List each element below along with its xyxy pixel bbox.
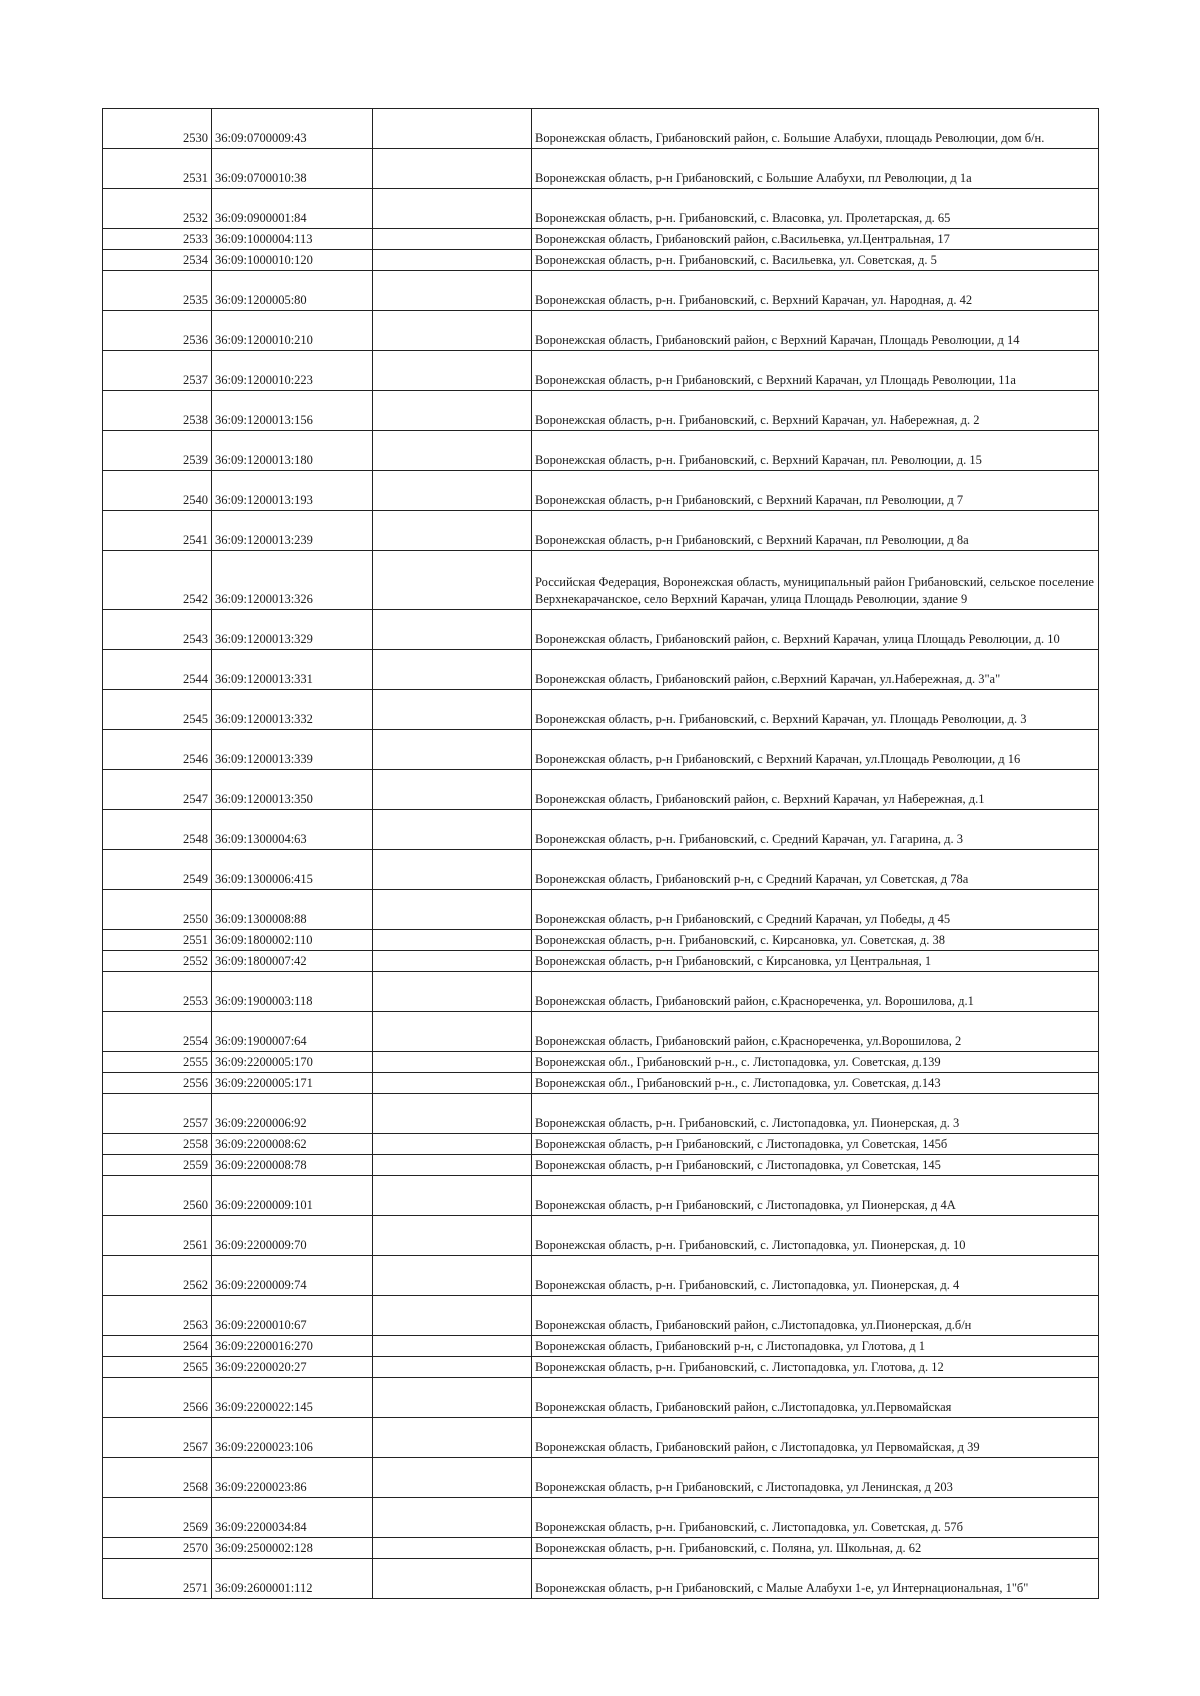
table-row xyxy=(103,271,1099,311)
table-row xyxy=(103,471,1099,511)
row-number-cell: 2547 xyxy=(103,770,212,810)
cadastral-number-cell: 36:09:1200013:329 xyxy=(212,610,373,650)
address-cell: Воронежская область, р-н. Грибановский, с. Верхний Карачан, пл. Революции, д. 15 xyxy=(532,431,1099,471)
table-row xyxy=(103,770,1099,810)
address-cell: Воронежская область, р-н Грибановский, с Листопадовка, ул Советская, 145б xyxy=(532,1134,1099,1155)
cadastral-number-cell: 36:09:2200016:270 xyxy=(212,1336,373,1357)
row-number-cell: 2557 xyxy=(103,1094,212,1134)
row-number-cell: 2540 xyxy=(103,471,212,511)
row-number-cell: 2534 xyxy=(103,250,212,271)
row-number-cell: 2565 xyxy=(103,1357,212,1378)
row-number-cell: 2550 xyxy=(103,890,212,930)
empty-cell xyxy=(373,1073,532,1094)
table-row xyxy=(103,311,1099,351)
address-cell: Воронежская область, Грибановский район, с.Листопадовка, ул.Первомайская xyxy=(532,1378,1099,1418)
address-cell: Воронежская область, р-н Грибановский, с Верхний Карачан, ул.Площадь Революции, д 16 xyxy=(532,730,1099,770)
table-row xyxy=(103,1378,1099,1418)
empty-cell xyxy=(373,1378,532,1418)
empty-cell xyxy=(373,730,532,770)
row-number-cell: 2549 xyxy=(103,850,212,890)
row-number-cell: 2546 xyxy=(103,730,212,770)
empty-cell xyxy=(373,930,532,951)
empty-cell xyxy=(373,271,532,311)
table-row xyxy=(103,250,1099,271)
empty-cell xyxy=(373,511,532,551)
empty-cell xyxy=(373,951,532,972)
address-cell: Воронежская область, Грибановский район, с Листопадовка, ул Первомайская, д 39 xyxy=(532,1418,1099,1458)
cadastral-number-cell: 36:09:1200010:223 xyxy=(212,351,373,391)
empty-cell xyxy=(373,1176,532,1216)
address-cell: Воронежская область, Грибановский р-н, с Листопадовка, ул Глотова, д 1 xyxy=(532,1336,1099,1357)
address-cell: Воронежская область, р-н. Грибановский, с. Власовка, ул. Пролетарская, д. 65 xyxy=(532,189,1099,229)
cadastral-number-cell: 36:09:2200008:78 xyxy=(212,1155,373,1176)
empty-cell xyxy=(373,311,532,351)
empty-cell xyxy=(373,109,532,149)
empty-cell xyxy=(373,650,532,690)
table-row xyxy=(103,1155,1099,1176)
table-row xyxy=(103,1094,1099,1134)
row-number-cell: 2558 xyxy=(103,1134,212,1155)
address-cell: Воронежская область, р-н Грибановский, с Большие Алабухи, пл Революции, д 1а xyxy=(532,149,1099,189)
address-cell: Воронежская область, р-н. Грибановский, с. Листопадовка, ул. Пионерская, д. 10 xyxy=(532,1216,1099,1256)
table-row xyxy=(103,1073,1099,1094)
cadastral-number-cell: 36:09:2200005:170 xyxy=(212,1052,373,1073)
row-number-cell: 2554 xyxy=(103,1012,212,1052)
cadastral-number-cell: 36:09:2200009:74 xyxy=(212,1256,373,1296)
empty-cell xyxy=(373,690,532,730)
cadastral-number-cell: 36:09:1000010:120 xyxy=(212,250,373,271)
row-number-cell: 2569 xyxy=(103,1498,212,1538)
empty-cell xyxy=(373,1559,532,1599)
cadastral-number-cell: 36:09:1200013:156 xyxy=(212,391,373,431)
row-number-cell: 2562 xyxy=(103,1256,212,1296)
address-cell: Воронежская область, р-н. Грибановский, с. Верхний Карачан, ул. Площадь Революции, д. 3 xyxy=(532,690,1099,730)
row-number-cell: 2536 xyxy=(103,311,212,351)
address-cell: Воронежская область, Грибановский район, с.Верхний Карачан, ул.Набережная, д. 3"а" xyxy=(532,650,1099,690)
cadastral-number-cell: 36:09:1200013:193 xyxy=(212,471,373,511)
table-row xyxy=(103,1176,1099,1216)
empty-cell xyxy=(373,1094,532,1134)
address-cell: Воронежская область, р-н Грибановский, с Малые Алабухи 1-е, ул Интернациональная, 1"б" xyxy=(532,1559,1099,1599)
empty-cell xyxy=(373,972,532,1012)
address-cell: Воронежская область, р-н Грибановский, с Листопадовка, ул Ленинская, д 203 xyxy=(532,1458,1099,1498)
table-row xyxy=(103,1336,1099,1357)
cadastral-number-cell: 36:09:2200005:171 xyxy=(212,1073,373,1094)
cadastral-number-cell: 36:09:1900007:64 xyxy=(212,1012,373,1052)
row-number-cell: 2531 xyxy=(103,149,212,189)
table-row xyxy=(103,650,1099,690)
empty-cell xyxy=(373,1296,532,1336)
empty-cell xyxy=(373,810,532,850)
cadastral-number-cell: 36:09:2200006:92 xyxy=(212,1094,373,1134)
cadastral-number-cell: 36:09:1800002:110 xyxy=(212,930,373,951)
table-row xyxy=(103,1357,1099,1378)
table-row xyxy=(103,690,1099,730)
address-cell: Воронежская область, р-н. Грибановский, с. Верхний Карачан, ул. Народная, д. 42 xyxy=(532,271,1099,311)
address-cell: Воронежская область, р-н Грибановский, с Верхний Карачан, пл Революции, д 7 xyxy=(532,471,1099,511)
cadastral-number-cell: 36:09:2600001:112 xyxy=(212,1559,373,1599)
cadastral-number-cell: 36:09:2200023:106 xyxy=(212,1418,373,1458)
empty-cell xyxy=(373,1357,532,1378)
cadastral-number-cell: 36:09:2200022:145 xyxy=(212,1378,373,1418)
row-number-cell: 2535 xyxy=(103,271,212,311)
table-row xyxy=(103,149,1099,189)
cadastral-number-cell: 36:09:1300004:63 xyxy=(212,810,373,850)
table-row xyxy=(103,1052,1099,1073)
address-cell: Воронежская область, Грибановский район, с. Верхний Карачан, улица Площадь Революции, д. 10 xyxy=(532,610,1099,650)
empty-cell xyxy=(373,1155,532,1176)
table-row xyxy=(103,1256,1099,1296)
address-cell: Воронежская область, р-н Грибановский, с Верхний Карачан, пл Революции, д 8а xyxy=(532,511,1099,551)
row-number-cell: 2556 xyxy=(103,1073,212,1094)
empty-cell xyxy=(373,1134,532,1155)
address-cell: Российская Федерация, Воронежская область, муниципальный район Грибановский, сельское поселение Верхнекарачанское, село Верхний Карачан, улица Площадь Революции, здание 9 xyxy=(532,551,1099,610)
address-cell: Воронежская область, Грибановский район, с. Большие Алабухи, площадь Революции, дом б/н. xyxy=(532,109,1099,149)
address-cell: Воронежская область, Грибановский район, с.Краснореченка, ул.Ворошилова, 2 xyxy=(532,1012,1099,1052)
table-row xyxy=(103,1134,1099,1155)
table-row xyxy=(103,1296,1099,1336)
row-number-cell: 2561 xyxy=(103,1216,212,1256)
empty-cell xyxy=(373,229,532,250)
table-row xyxy=(103,1418,1099,1458)
address-cell: Воронежская область, Грибановский район, с.Листопадовка, ул.Пионерская, д.б/н xyxy=(532,1296,1099,1336)
table-row xyxy=(103,229,1099,250)
address-cell: Воронежская область, Грибановский район, с.Васильевка, ул.Центральная, 17 xyxy=(532,229,1099,250)
row-number-cell: 2567 xyxy=(103,1418,212,1458)
table-row xyxy=(103,890,1099,930)
row-number-cell: 2545 xyxy=(103,690,212,730)
table-row xyxy=(103,850,1099,890)
empty-cell xyxy=(373,1216,532,1256)
table-row xyxy=(103,1498,1099,1538)
row-number-cell: 2563 xyxy=(103,1296,212,1336)
address-cell: Воронежская область, р-н Грибановский, с Верхний Карачан, ул Площадь Революции, 11а xyxy=(532,351,1099,391)
address-cell: Воронежская область, Грибановский район, с Верхний Карачан, Площадь Революции, д 14 xyxy=(532,311,1099,351)
cadastral-number-cell: 36:09:1200010:210 xyxy=(212,311,373,351)
row-number-cell: 2552 xyxy=(103,951,212,972)
cadastral-number-cell: 36:09:1000004:113 xyxy=(212,229,373,250)
row-number-cell: 2551 xyxy=(103,930,212,951)
row-number-cell: 2559 xyxy=(103,1155,212,1176)
address-cell: Воронежская область, Грибановский р-н, с Средний Карачан, ул Советская, д 78а xyxy=(532,850,1099,890)
cadastral-number-cell: 36:09:1200013:180 xyxy=(212,431,373,471)
row-number-cell: 2532 xyxy=(103,189,212,229)
table-row xyxy=(103,1012,1099,1052)
empty-cell xyxy=(373,1498,532,1538)
address-cell: Воронежская область, р-н. Грибановский, с. Кирсановка, ул. Советская, д. 38 xyxy=(532,930,1099,951)
table-row xyxy=(103,109,1099,149)
row-number-cell: 2543 xyxy=(103,610,212,650)
table-row xyxy=(103,810,1099,850)
empty-cell xyxy=(373,610,532,650)
empty-cell xyxy=(373,1458,532,1498)
row-number-cell: 2537 xyxy=(103,351,212,391)
row-number-cell: 2570 xyxy=(103,1538,212,1559)
address-cell: Воронежская область, р-н Грибановский, с Средний Карачан, ул Победы, д 45 xyxy=(532,890,1099,930)
row-number-cell: 2568 xyxy=(103,1458,212,1498)
empty-cell xyxy=(373,471,532,511)
row-number-cell: 2544 xyxy=(103,650,212,690)
empty-cell xyxy=(373,351,532,391)
cadastral-number-cell: 36:09:1200013:339 xyxy=(212,730,373,770)
cadastral-number-cell: 36:09:0900001:84 xyxy=(212,189,373,229)
row-number-cell: 2553 xyxy=(103,972,212,1012)
empty-cell xyxy=(373,189,532,229)
row-number-cell: 2555 xyxy=(103,1052,212,1073)
row-number-cell: 2560 xyxy=(103,1176,212,1216)
cadastral-number-cell: 36:09:1900003:118 xyxy=(212,972,373,1012)
cadastral-number-cell: 36:09:2200009:101 xyxy=(212,1176,373,1216)
address-cell: Воронежская обл., Грибановский р-н., с. Листопадовка, ул. Советская, д.139 xyxy=(532,1052,1099,1073)
row-number-cell: 2530 xyxy=(103,109,212,149)
empty-cell xyxy=(373,770,532,810)
address-cell: Воронежская область, р-н. Грибановский, с. Листопадовка, ул. Советская, д. 57б xyxy=(532,1498,1099,1538)
cadastral-number-cell: 36:09:1200013:326 xyxy=(212,551,373,610)
address-cell: Воронежская область, р-н Грибановский, с Кирсановка, ул Центральная, 1 xyxy=(532,951,1099,972)
table-row xyxy=(103,351,1099,391)
row-number-cell: 2533 xyxy=(103,229,212,250)
cadastral-number-cell: 36:09:2200034:84 xyxy=(212,1498,373,1538)
cadastral-number-cell: 36:09:0700009:43 xyxy=(212,109,373,149)
table-row xyxy=(103,972,1099,1012)
table-row xyxy=(103,431,1099,471)
empty-cell xyxy=(373,890,532,930)
cadastral-number-cell: 36:09:2200020:27 xyxy=(212,1357,373,1378)
address-cell: Воронежская область, р-н Грибановский, с Листопадовка, ул Советская, 145 xyxy=(532,1155,1099,1176)
table-row xyxy=(103,1216,1099,1256)
cadastral-number-cell: 36:09:0700010:38 xyxy=(212,149,373,189)
registry-table xyxy=(102,108,1099,1599)
row-number-cell: 2564 xyxy=(103,1336,212,1357)
address-cell: Воронежская область, Грибановский район, с.Краснореченка, ул. Ворошилова, д.1 xyxy=(532,972,1099,1012)
address-cell: Воронежская область, р-н. Грибановский, с. Поляна, ул. Школьная, д. 62 xyxy=(532,1538,1099,1559)
row-number-cell: 2571 xyxy=(103,1559,212,1599)
row-number-cell: 2566 xyxy=(103,1378,212,1418)
empty-cell xyxy=(373,250,532,271)
empty-cell xyxy=(373,551,532,610)
cadastral-number-cell: 36:09:2200008:62 xyxy=(212,1134,373,1155)
empty-cell xyxy=(373,1052,532,1073)
row-number-cell: 2548 xyxy=(103,810,212,850)
table-row xyxy=(103,511,1099,551)
address-cell: Воронежская область, р-н. Грибановский, с. Листопадовка, ул. Пионерская, д. 3 xyxy=(532,1094,1099,1134)
empty-cell xyxy=(373,391,532,431)
cadastral-number-cell: 36:09:1200013:239 xyxy=(212,511,373,551)
cadastral-number-cell: 36:09:1300008:88 xyxy=(212,890,373,930)
address-cell: Воронежская область, Грибановский район, с. Верхний Карачан, ул Набережная, д.1 xyxy=(532,770,1099,810)
cadastral-number-cell: 36:09:1200013:332 xyxy=(212,690,373,730)
cadastral-number-cell: 36:09:1200013:350 xyxy=(212,770,373,810)
cadastral-number-cell: 36:09:1200013:331 xyxy=(212,650,373,690)
address-cell: Воронежская область, р-н. Грибановский, с. Листопадовка, ул. Глотова, д. 12 xyxy=(532,1357,1099,1378)
row-number-cell: 2541 xyxy=(103,511,212,551)
registry-table-body xyxy=(103,109,1099,1599)
table-row xyxy=(103,951,1099,972)
cadastral-number-cell: 36:09:2200009:70 xyxy=(212,1216,373,1256)
address-cell: Воронежская область, р-н. Грибановский, с. Верхний Карачан, ул. Набережная, д. 2 xyxy=(532,391,1099,431)
table-row xyxy=(103,189,1099,229)
table-row xyxy=(103,551,1099,610)
table-row xyxy=(103,610,1099,650)
cadastral-number-cell: 36:09:2200023:86 xyxy=(212,1458,373,1498)
table-row xyxy=(103,391,1099,431)
empty-cell xyxy=(373,850,532,890)
empty-cell xyxy=(373,1538,532,1559)
empty-cell xyxy=(373,1012,532,1052)
address-cell: Воронежская область, р-н. Грибановский, с. Листопадовка, ул. Пионерская, д. 4 xyxy=(532,1256,1099,1296)
empty-cell xyxy=(373,1336,532,1357)
cadastral-number-cell: 36:09:1200005:80 xyxy=(212,271,373,311)
empty-cell xyxy=(373,149,532,189)
empty-cell xyxy=(373,1418,532,1458)
address-cell: Воронежская область, р-н. Грибановский, с. Васильевка, ул. Советская, д. 5 xyxy=(532,250,1099,271)
row-number-cell: 2542 xyxy=(103,551,212,610)
cadastral-number-cell: 36:09:1300006:415 xyxy=(212,850,373,890)
table-row xyxy=(103,1458,1099,1498)
address-cell: Воронежская обл., Грибановский р-н., с. Листопадовка, ул. Советская, д.143 xyxy=(532,1073,1099,1094)
empty-cell xyxy=(373,1256,532,1296)
table-row xyxy=(103,730,1099,770)
address-cell: Воронежская область, р-н. Грибановский, с. Средний Карачан, ул. Гагарина, д. 3 xyxy=(532,810,1099,850)
table-row xyxy=(103,1559,1099,1599)
row-number-cell: 2539 xyxy=(103,431,212,471)
cadastral-number-cell: 36:09:2200010:67 xyxy=(212,1296,373,1336)
cadastral-number-cell: 36:09:1800007:42 xyxy=(212,951,373,972)
empty-cell xyxy=(373,431,532,471)
row-number-cell: 2538 xyxy=(103,391,212,431)
cadastral-number-cell: 36:09:2500002:128 xyxy=(212,1538,373,1559)
table-row xyxy=(103,1538,1099,1559)
table-row xyxy=(103,930,1099,951)
address-cell: Воронежская область, р-н Грибановский, с Листопадовка, ул Пионерская, д 4А xyxy=(532,1176,1099,1216)
